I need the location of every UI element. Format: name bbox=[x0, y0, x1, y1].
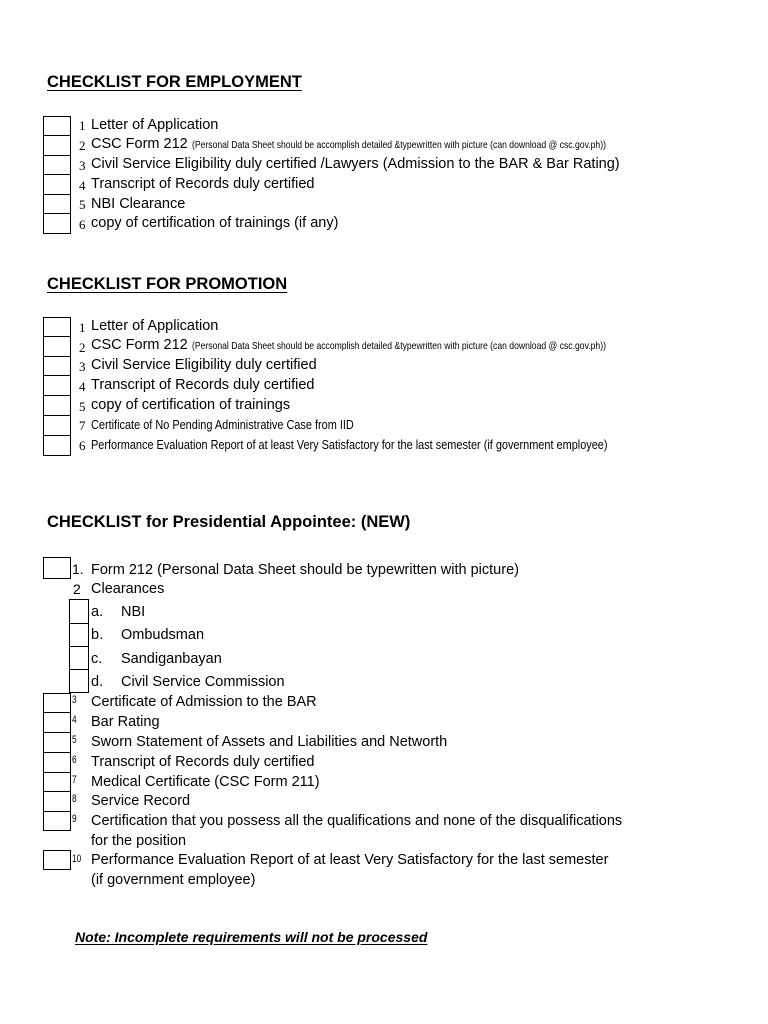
clearance-text: Ombudsman bbox=[121, 627, 205, 643]
employment-item-text: Letter of Application bbox=[91, 117, 219, 133]
presidential-item-number: 10 bbox=[72, 853, 82, 865]
employment-item-number: 2 bbox=[79, 138, 86, 153]
presidential-checkbox-7[interactable] bbox=[43, 772, 71, 792]
promotion-item-text: Letter of Application bbox=[91, 318, 219, 334]
clearance-checkbox-sandiganbayan[interactable] bbox=[69, 646, 89, 670]
promotion-item-number: 5 bbox=[79, 399, 86, 414]
employment-checkbox-1[interactable] bbox=[43, 116, 71, 136]
presidential-checkbox-4[interactable] bbox=[43, 712, 71, 733]
employment-item-number: 3 bbox=[79, 158, 86, 173]
promotion-checkbox-5[interactable] bbox=[43, 395, 71, 416]
presidential-checkbox-6[interactable] bbox=[43, 752, 71, 773]
clearance-letter: b. bbox=[91, 627, 104, 643]
presidential-item-number: 8 bbox=[72, 793, 77, 805]
employment-item-text: NBI Clearance bbox=[91, 196, 186, 212]
presidential-checkbox-9[interactable] bbox=[43, 811, 71, 831]
employment-item-number: 4 bbox=[79, 178, 86, 193]
promotion-checkbox-2[interactable] bbox=[43, 336, 71, 357]
incomplete-requirements-note: Note: Incomplete requirements will not be processed bbox=[75, 929, 428, 945]
presidential-item-text: Transcript of Records duly certified bbox=[91, 754, 315, 770]
employment-item-text: copy of certification of trainings (if any) bbox=[91, 215, 339, 231]
clearance-letter: a. bbox=[91, 604, 104, 620]
presidential-item-number: 3 bbox=[72, 694, 77, 706]
promotion-item-text: Civil Service Eligibility duly certified bbox=[91, 357, 317, 373]
presidential-item-text: Certificate of Admission to the BAR bbox=[91, 694, 317, 710]
presidential-item-text: Bar Rating bbox=[91, 714, 160, 730]
promotion-heading: CHECKLIST FOR PROMOTION bbox=[47, 275, 288, 293]
clearance-letter: d. bbox=[91, 674, 104, 690]
clearance-text: Civil Service Commission bbox=[121, 674, 285, 690]
presidential-item-text: Performance Evaluation Report of at least Very Satisfactory for the last semester bbox=[91, 852, 609, 868]
employment-checkbox-2[interactable] bbox=[43, 135, 71, 156]
promotion-checkbox-3[interactable] bbox=[43, 356, 71, 376]
clearance-checkbox-ombudsman[interactable] bbox=[69, 623, 89, 647]
employment-item-text: Civil Service Eligibility duly certified /Lawyers (Admission to the BAR & Bar Rating) bbox=[91, 156, 620, 172]
employment-checkbox-4[interactable] bbox=[43, 174, 71, 195]
clearance-checkbox-nbi[interactable] bbox=[69, 599, 89, 624]
promotion-checkbox-7[interactable] bbox=[43, 435, 71, 456]
presidential-item-number: 5 bbox=[72, 734, 77, 746]
promotion-item-text: copy of certification of trainings bbox=[91, 397, 291, 413]
promotion-item-text: CSC Form 212 (Personal Data Sheet should be accomplish detailed &typewritten with picture (can download @ csc.gov.ph)) bbox=[91, 337, 606, 353]
presidential-heading: CHECKLIST for Presidential Appointee: (NEW) bbox=[47, 513, 411, 531]
promotion-item-text: Certificate of No Pending Administrative Case from IID bbox=[91, 417, 354, 432]
presidential-item-text-continued: (if government employee) bbox=[91, 872, 256, 888]
promotion-item-text: Performance Evaluation Report of at least Very Satisfactory for the last semester (if government employee) bbox=[91, 437, 608, 452]
promotion-item-text: Transcript of Records duly certified bbox=[91, 377, 315, 393]
promotion-checkbox-1[interactable] bbox=[43, 317, 71, 337]
presidential-item-number: 9 bbox=[72, 813, 77, 825]
presidential-item-number: 2 bbox=[73, 581, 81, 597]
promotion-item-number: 7 bbox=[79, 418, 86, 433]
employment-item-note: (Personal Data Sheet should be accomplish detailed &typewritten with picture (can download @ csc.gov.ph)) bbox=[191, 139, 606, 151]
promotion-checkbox-4[interactable] bbox=[43, 375, 71, 396]
employment-item-text: Transcript of Records duly certified bbox=[91, 176, 315, 192]
presidential-checkbox-8[interactable] bbox=[43, 791, 71, 812]
presidential-item-text-continued: for the position bbox=[91, 833, 187, 849]
presidential-item-number: 7 bbox=[72, 774, 77, 786]
presidential-item-text: Medical Certificate (CSC Form 211) bbox=[91, 774, 320, 790]
employment-checkbox-6[interactable] bbox=[43, 213, 71, 234]
presidential-checkbox-3[interactable] bbox=[43, 693, 71, 713]
promotion-item-number: 2 bbox=[79, 340, 86, 355]
presidential-checkbox-1[interactable] bbox=[43, 557, 71, 579]
promotion-checkbox-6[interactable] bbox=[43, 415, 71, 436]
presidential-checkbox-10[interactable] bbox=[43, 850, 71, 870]
clearance-text: NBI bbox=[121, 604, 146, 620]
employment-item-text: CSC Form 212 (Personal Data Sheet should be accomplish detailed &typewritten with picture (can download @ csc.gov.ph)) bbox=[91, 136, 606, 152]
promotion-item-number: 1 bbox=[79, 320, 86, 335]
presidential-item-number: 4 bbox=[72, 714, 77, 726]
employment-item-number: 1 bbox=[79, 118, 86, 133]
presidential-checkbox-5[interactable] bbox=[43, 732, 71, 753]
employment-item-number: 6 bbox=[79, 217, 86, 232]
employment-checkbox-3[interactable] bbox=[43, 155, 71, 175]
clearance-letter: c. bbox=[91, 651, 103, 667]
presidential-item-text: Certification that you possess all the qualifications and none of the disqualifications bbox=[91, 813, 623, 829]
promotion-item-note: (Personal Data Sheet should be accomplish detailed &typewritten with picture (can download @ csc.gov.ph)) bbox=[191, 340, 606, 352]
presidential-item-number: 1. bbox=[72, 561, 84, 577]
employment-item-number: 5 bbox=[79, 197, 86, 212]
presidential-item-text: Form 212 (Personal Data Sheet should be typewritten with picture) bbox=[91, 562, 519, 578]
employment-heading: CHECKLIST FOR EMPLOYMENT bbox=[47, 73, 302, 91]
presidential-item-text: Sworn Statement of Assets and Liabilities and Networth bbox=[91, 734, 448, 750]
promotion-item-number: 6 bbox=[79, 438, 86, 453]
presidential-item-text: Service Record bbox=[91, 793, 191, 809]
clearance-checkbox-csc[interactable] bbox=[69, 669, 89, 693]
promotion-item-number: 3 bbox=[79, 359, 86, 374]
clearance-text: Sandiganbayan bbox=[121, 651, 222, 667]
presidential-item-text: Clearances bbox=[91, 581, 165, 597]
employment-checkbox-5[interactable] bbox=[43, 194, 71, 214]
promotion-item-number: 4 bbox=[79, 379, 86, 394]
presidential-item-number: 6 bbox=[72, 754, 77, 766]
